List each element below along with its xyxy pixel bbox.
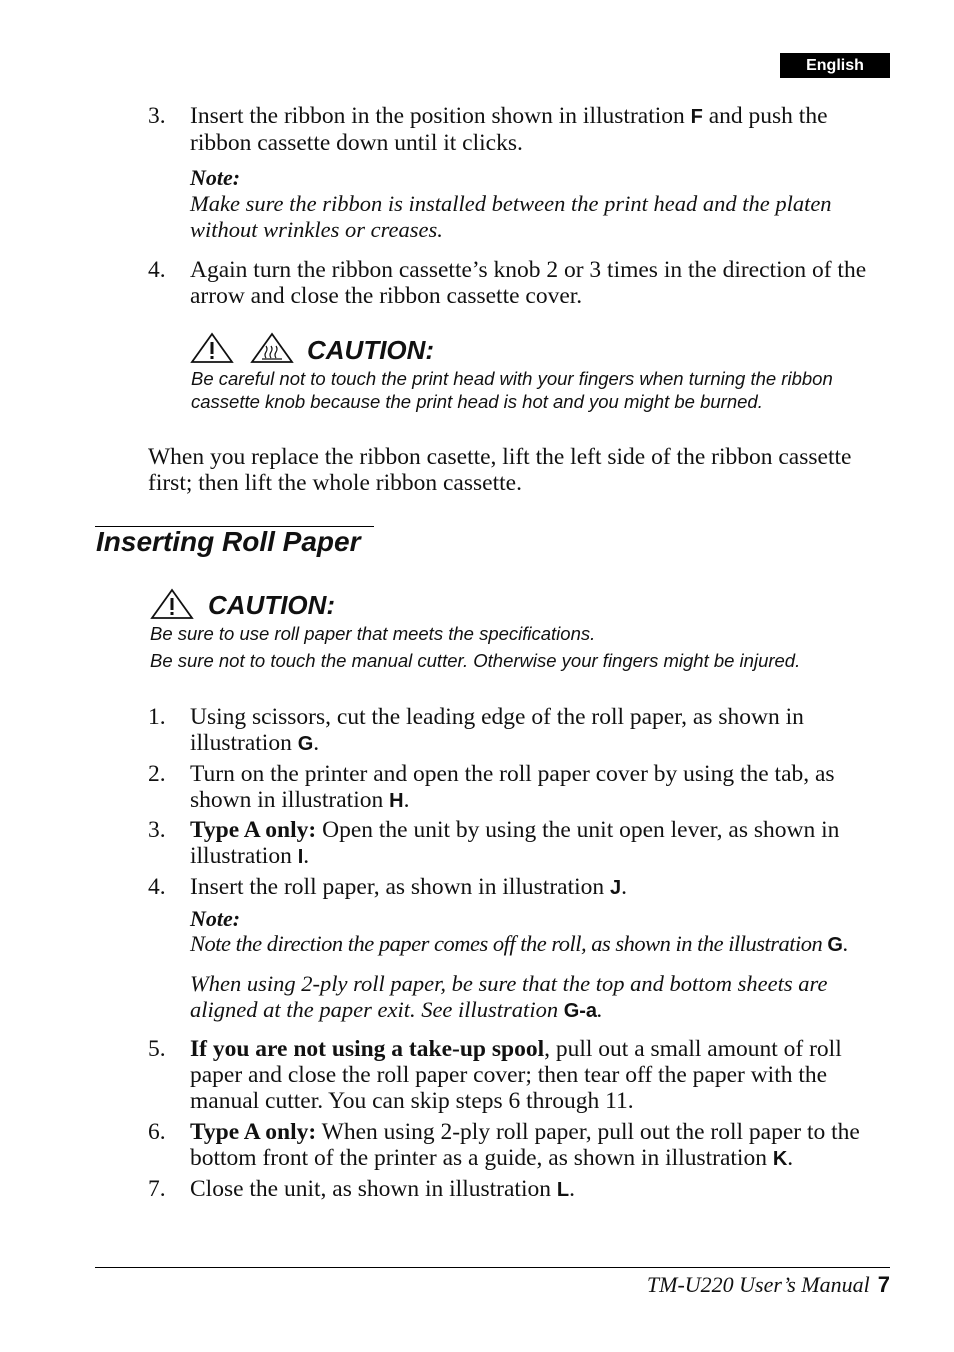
step-bold-lead: Type A only:: [190, 1119, 317, 1145]
step-bold-lead: If you are not using a take-up spool: [190, 1036, 545, 1062]
punct: .: [787, 1145, 794, 1171]
step-number: 1.: [148, 704, 166, 730]
page-footer: [647, 1272, 890, 1298]
section-title: Inserting Roll Paper: [96, 526, 361, 557]
note-text: When using 2-ply roll paper, be sure that the top and bottom sheets are aligned at the paper exit. See illustration: [190, 971, 828, 1022]
warning-icon: [150, 588, 194, 620]
manual-title: TM-U220 User’s Manual: [646, 1272, 870, 1297]
language-tab: English: [780, 53, 890, 78]
step-number: 5.: [148, 1036, 166, 1062]
illustration-ref: F: [690, 106, 703, 128]
paper-step-7: [148, 1176, 893, 1203]
ribbon-step-3: [148, 103, 893, 156]
replace-paragraph: When you replace the ribbon casette, lift the left side of the ribbon cassette first; then lift the whole ribbon cassette.: [148, 444, 852, 496]
step-text: Insert the ribbon in the position shown in illustration: [190, 103, 691, 129]
step-text-cont: and push the ribbon cassette down until it clicks.: [190, 103, 828, 156]
note-heading: Note:: [190, 906, 241, 931]
step-text: Open the unit by using the unit open lever, as shown in illustration: [190, 817, 840, 869]
note-body: Make sure the ribbon is installed between the print head and the platen without wrinkles or creases.: [190, 191, 832, 242]
step-number: 4.: [148, 874, 166, 900]
illustration-ref: J: [610, 877, 622, 899]
page-number: 7: [877, 1272, 890, 1297]
paper-step-6: [148, 1119, 893, 1172]
note-text: Note the direction the paper comes off the roll, as shown in the illustration: [190, 931, 828, 956]
illustration-ref: L: [556, 1179, 570, 1201]
step-number: 6.: [148, 1119, 166, 1145]
illustration-ref: G-a: [563, 1000, 598, 1022]
note-paragraph-1: [190, 931, 890, 958]
caution-title: CAUTION:: [307, 335, 435, 365]
note-heading: Note:: [190, 165, 241, 190]
footer-rule: [95, 1267, 890, 1268]
step-number: 4.: [148, 257, 166, 283]
step-bold-lead: Type A only:: [190, 817, 317, 843]
step-text: , pull out a small amount of roll paper and close the roll paper cover; then tear off the paper with the manual cutter. You can skip steps 6 through 11.: [190, 1036, 842, 1114]
paper-step-3: [148, 817, 893, 870]
paper-step-1: [148, 704, 893, 757]
illustration-ref: G: [297, 733, 314, 755]
caution-line-2: Be sure not to touch the manual cutter. Otherwise your fingers might be injured.: [150, 650, 801, 671]
warning-icon: [190, 332, 234, 364]
step-text: Insert the roll paper, as shown in illustration: [190, 874, 611, 900]
illustration-ref: G: [827, 934, 843, 956]
punct: .: [569, 1176, 575, 1202]
caution-title: CAUTION:: [208, 590, 336, 620]
illustration-ref: K: [772, 1148, 788, 1170]
note-paragraph-2: [190, 971, 890, 1024]
step-text: Again turn the ribbon cassette’s knob 2 or 3 times in the direction of the arrow and close the ribbon cassette cover.: [190, 257, 867, 309]
paper-step-5: [148, 1036, 893, 1114]
step-number: 7.: [148, 1176, 166, 1202]
step-text: Turn on the printer and open the roll paper cover by using the tab, as shown in illustration: [190, 761, 835, 813]
caution-line-1: Be sure to use roll paper that meets the specifications.: [150, 623, 596, 644]
ribbon-step-4: [148, 257, 893, 309]
step-text: Close the unit, as shown in illustration: [190, 1176, 557, 1202]
caution-text: Be careful not to touch the print head with your fingers when turning the ribbon cassette knob because the print head is hot and you might be burned.: [191, 368, 833, 412]
punct: .: [313, 730, 320, 756]
illustration-ref: H: [389, 790, 404, 812]
step-number: 3.: [148, 103, 166, 129]
illustration-ref: I: [297, 846, 304, 868]
punct: .: [597, 997, 603, 1022]
hot-surface-icon: [250, 332, 294, 364]
punct: .: [842, 931, 849, 956]
step-number: 2.: [148, 761, 166, 787]
punct: .: [403, 787, 410, 813]
paper-step-4: [148, 874, 893, 901]
punct: .: [621, 874, 628, 900]
punct: .: [303, 843, 310, 869]
step-text: When using 2-ply roll paper, pull out the roll paper to the bottom front of the printer as a guide, as shown in illustration: [190, 1119, 860, 1171]
step-number: 3.: [148, 817, 166, 843]
step-text: Using scissors, cut the leading edge of the roll paper, as shown in illustration: [190, 704, 804, 756]
paper-step-2: [148, 761, 893, 814]
